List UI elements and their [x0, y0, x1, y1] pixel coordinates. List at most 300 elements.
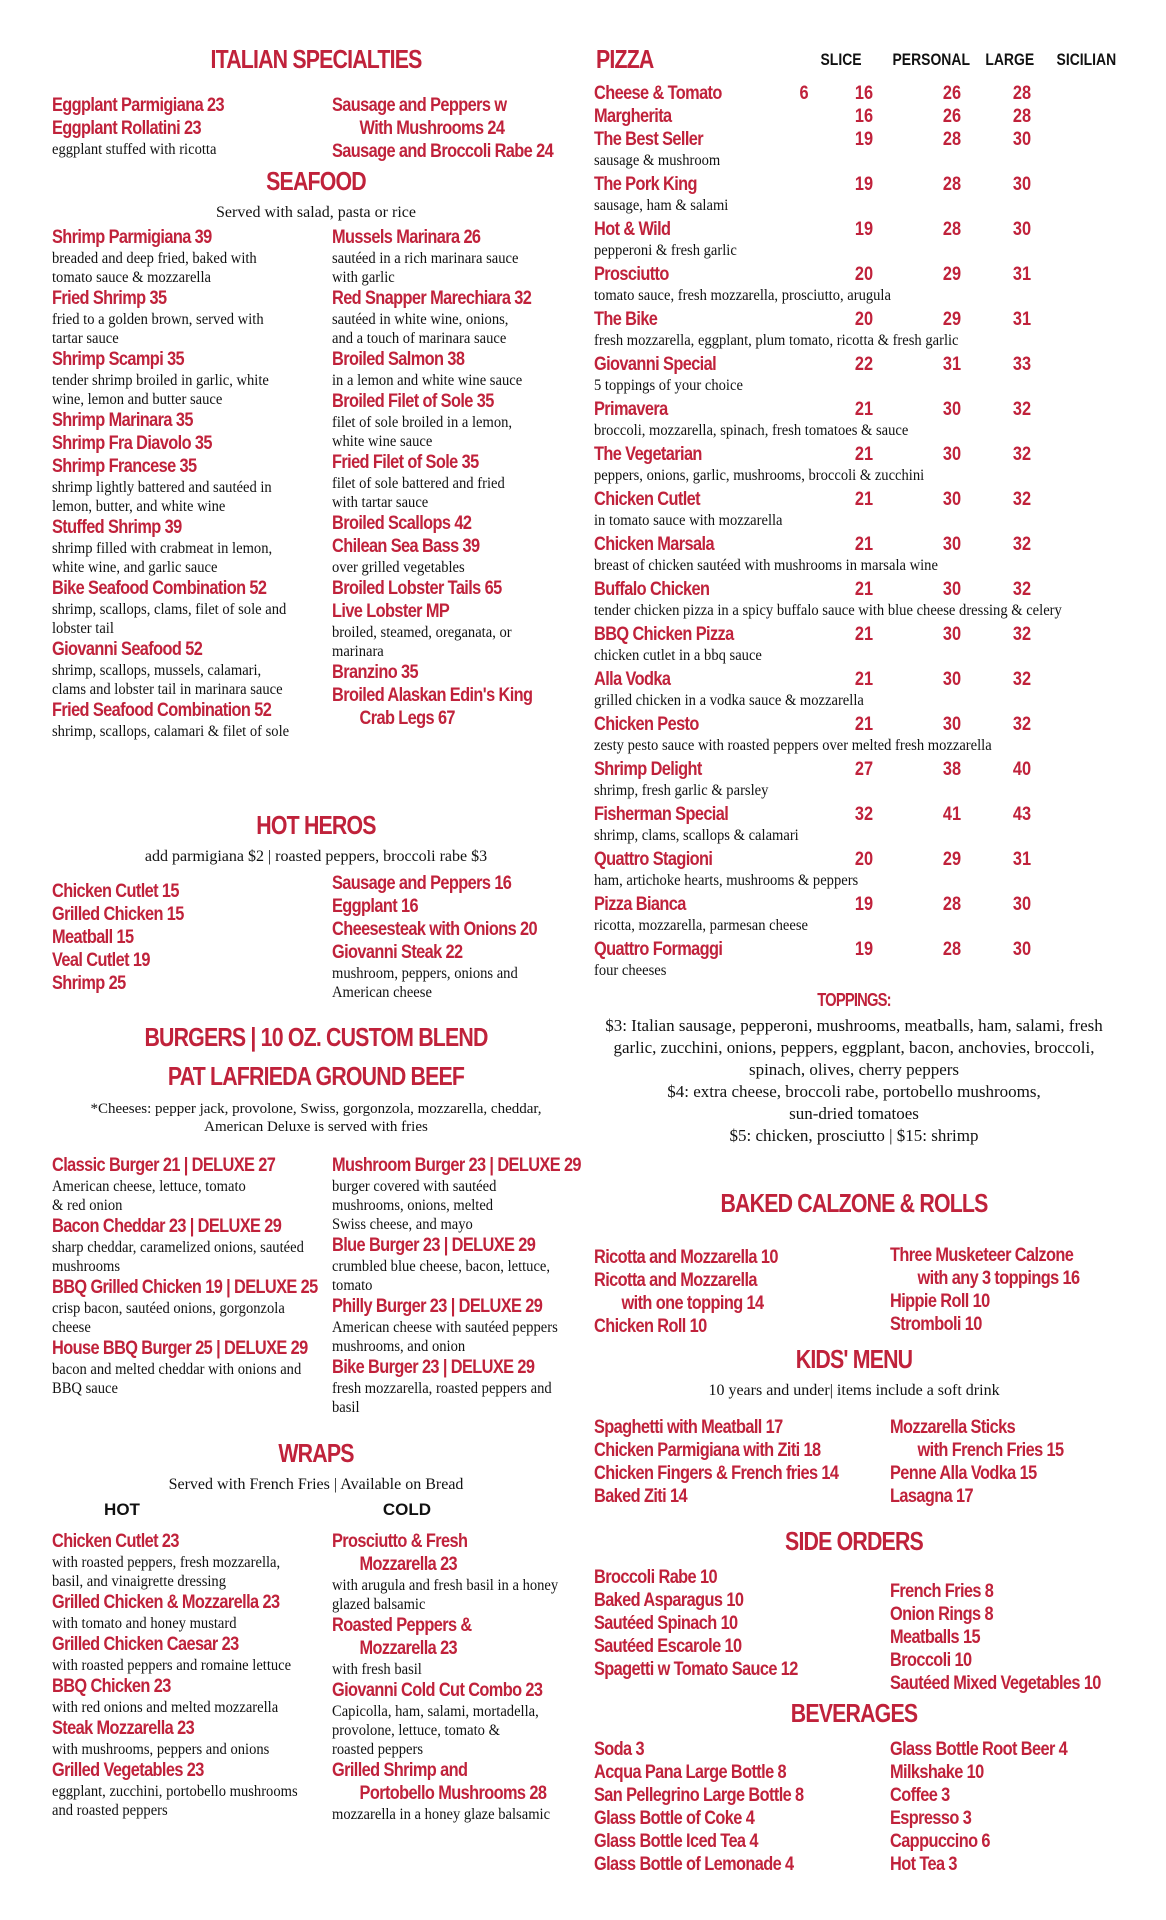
pizza-desc: fresh mozzarella, eggplant, plum tomato, ricotta & fresh garlic — [594, 332, 959, 349]
menu-item: Espresso 3 — [890, 1808, 972, 1829]
menu-item: Fried Seafood Combination 52 — [52, 700, 272, 721]
pizza-name: The Pork King — [594, 174, 697, 195]
menu-item: Red Snapper Marechiara 32 — [332, 288, 532, 309]
heros-right-list — [332, 872, 594, 1002]
pizza-row — [594, 758, 1134, 803]
item-desc: shrimp, scallops, calamari & filet of sole — [52, 723, 290, 740]
menu-item: Chicken Roll 10 — [594, 1316, 707, 1337]
kids-left-list — [594, 1416, 884, 1508]
price-sicilian: 43 — [1012, 804, 1032, 825]
item-desc: American cheese with sautéed peppers — [332, 1319, 558, 1336]
seafood-section — [52, 166, 580, 740]
menu-item: Mushroom Burger 23 | DELUXE 29 — [332, 1155, 581, 1176]
pizza-row — [594, 623, 1134, 668]
menu-item: Philly Burger 23 | DELUXE 29 — [332, 1296, 543, 1317]
menu-item: Veal Cutlet 19 — [52, 950, 150, 971]
price-personal: 16 — [854, 83, 874, 104]
pizza-desc: shrimp, clams, scallops & calamari — [594, 827, 799, 844]
item-desc: broiled, steamed, oreganata, or — [332, 624, 512, 641]
item-desc: shrimp filled with crabmeat in lemon, — [52, 540, 273, 557]
pizza-desc: zesty pesto sauce with roasted peppers over melted fresh mozzarella — [594, 737, 992, 754]
pizza-name: Quattro Stagioni — [594, 849, 713, 870]
pizza-name: Chicken Cutlet — [594, 489, 700, 510]
price-large: 28 — [942, 894, 962, 915]
menu-item: Broiled Scallops 42 — [332, 513, 472, 534]
price-personal: 21 — [854, 489, 874, 510]
pizza-title: PIZZA — [596, 44, 654, 74]
price-large: 29 — [942, 309, 962, 330]
price-personal: 20 — [854, 264, 874, 285]
item-desc: shrimp, scallops, clams, filet of sole and — [52, 601, 287, 618]
toppings-line: $3: Italian sausage, pepperoni, mushrooms, meatballs, ham, salami, fresh — [605, 1016, 1103, 1035]
kids-section — [594, 1344, 1114, 1507]
price-large: 38 — [942, 759, 962, 780]
calzone-right-list — [890, 1244, 1140, 1336]
item-desc: and a touch of marinara sauce — [332, 330, 507, 347]
pizza-row — [594, 218, 1134, 263]
item-desc: with red onions and melted mozzarella — [52, 1699, 279, 1716]
pizza-row — [594, 668, 1134, 713]
pizza-name: Primavera — [594, 399, 668, 420]
seafood-right-list — [332, 226, 594, 730]
wraps-section — [52, 1438, 580, 1823]
item-desc: crisp bacon, sautéed onions, gorgonzola — [52, 1300, 285, 1317]
price-large: 30 — [942, 444, 962, 465]
menu-item: Spaghetti with Meatball 17 — [594, 1417, 783, 1438]
menu-item: Glass Bottle Iced Tea 4 — [594, 1831, 758, 1852]
pizza-row — [594, 105, 1134, 128]
item-desc: roasted peppers — [332, 1741, 424, 1758]
price-sicilian: 32 — [1012, 489, 1032, 510]
price-sicilian: 30 — [1012, 894, 1032, 915]
price-large: 28 — [942, 174, 962, 195]
pizza-desc: chicken cutlet in a bbq sauce — [594, 647, 762, 664]
menu-item: San Pellegrino Large Bottle 8 — [594, 1785, 804, 1806]
menu-item: Coffee 3 — [890, 1785, 950, 1806]
toppings-line: $5: chicken, prosciutto | $15: shrimp — [729, 1126, 979, 1145]
seafood-title: SEAFOOD — [266, 166, 366, 196]
beverages-right-list — [890, 1738, 1140, 1876]
price-personal: 20 — [854, 849, 874, 870]
pizza-desc: ricotta, mozzarella, parmesan cheese — [594, 917, 808, 934]
menu-item: Ricotta and Mozzarella — [594, 1270, 757, 1291]
menu-item-cont: Mozzarella 23 — [359, 1638, 458, 1659]
price-sicilian: 32 — [1012, 399, 1032, 420]
menu-item: Eggplant Parmigiana 23 — [52, 95, 224, 116]
price-sicilian: 32 — [1012, 669, 1032, 690]
price-sicilian: 30 — [1012, 129, 1032, 150]
menu-item: Broccoli 10 — [890, 1650, 972, 1671]
menu-item: Chicken Cutlet 23 — [52, 1531, 179, 1552]
menu-item: Onion Rings 8 — [890, 1604, 993, 1625]
menu-item: Three Musketeer Calzone — [890, 1245, 1074, 1266]
menu-item: Penne Alla Vodka 15 — [890, 1463, 1037, 1484]
menu-item: Chilean Sea Bass 39 — [332, 536, 480, 557]
burgers-section — [52, 1022, 581, 1416]
menu-item: Broiled Lobster Tails 65 — [332, 578, 502, 599]
menu-item: Meatballs 15 — [890, 1627, 980, 1648]
price-sicilian: 31 — [1012, 849, 1032, 870]
menu-item-cont: With Mushrooms 24 — [359, 118, 505, 139]
item-desc: mushroom, peppers, onions and — [332, 965, 518, 982]
pizza-name: Pizza Bianca — [594, 894, 686, 915]
menu-item: Sausage and Peppers w — [332, 95, 507, 116]
toppings-section — [564, 990, 1144, 1147]
menu-item: Sautéed Spinach 10 — [594, 1613, 738, 1634]
menu-item: Glass Bottle of Coke 4 — [594, 1808, 755, 1829]
pizza-desc: peppers, onions, garlic, mushrooms, broccoli & zucchini — [594, 467, 925, 484]
wraps-hot-list — [52, 1530, 314, 1820]
price-large: 30 — [942, 399, 962, 420]
item-desc: filet of sole battered and fried — [332, 475, 505, 492]
price-personal: 32 — [854, 804, 874, 825]
calzone-section — [594, 1188, 1114, 1337]
menu-item: Sausage and Broccoli Rabe 24 — [332, 141, 554, 162]
beverages-left-list — [594, 1738, 884, 1876]
price-large: 28 — [942, 219, 962, 240]
burgers-note-1: *Cheeses: pepper jack, provolone, Swiss, gorgonzola, mozzarella, cheddar, — [90, 1101, 542, 1117]
price-personal: 21 — [854, 444, 874, 465]
menu-item: Grilled Vegetables 23 — [52, 1760, 204, 1781]
pizza-row — [594, 848, 1134, 893]
pizza-desc: sausage & mushroom — [594, 152, 721, 169]
menu-item: with any 3 toppings 16 — [917, 1268, 1080, 1289]
price-large: 28 — [942, 129, 962, 150]
price-sicilian: 30 — [1012, 174, 1032, 195]
menu-item: Grilled Chicken Caesar 23 — [52, 1634, 239, 1655]
wraps-cold-label: COLD — [382, 1500, 432, 1519]
item-desc: white wine, and garlic sauce — [52, 559, 218, 576]
seafood-left-list — [52, 226, 314, 741]
pizza-desc: in tomato sauce with mozzarella — [594, 512, 783, 529]
pizza-name: Prosciutto — [594, 264, 669, 285]
menu-item: Branzino 35 — [332, 662, 418, 683]
pizza-list — [594, 82, 1134, 983]
menu-item: Stuffed Shrimp 39 — [52, 517, 182, 538]
menu-item: French Fries 8 — [890, 1581, 994, 1602]
pizza-name: Hot & Wild — [594, 219, 671, 240]
toppings-line: spinach, olives, cherry peppers — [748, 1060, 960, 1079]
pizza-desc: broccoli, mozzarella, spinach, fresh tomatoes & sauce — [594, 422, 909, 439]
price-large: 29 — [942, 849, 962, 870]
heros-section — [52, 810, 580, 1001]
price-personal: 16 — [854, 106, 874, 127]
menu-item: Classic Burger 21 | DELUXE 27 — [52, 1155, 276, 1176]
menu-item: Mussels Marinara 26 — [332, 227, 481, 248]
item-desc: wine, lemon and butter sauce — [52, 391, 223, 408]
pizza-name: Cheese & Tomato — [594, 83, 722, 104]
kids-right-list — [890, 1416, 1140, 1508]
menu-item: Chicken Fingers & French fries 14 — [594, 1463, 839, 1484]
menu-item: Live Lobster MP — [332, 601, 450, 622]
price-large: 30 — [942, 534, 962, 555]
pizza-row — [594, 82, 1134, 105]
pizza-name: Fisherman Special — [594, 804, 729, 825]
menu-item: Milkshake 10 — [890, 1762, 984, 1783]
pizza-name: Shrimp Delight — [594, 759, 702, 780]
item-desc: eggplant, zucchini, portobello mushrooms — [52, 1783, 298, 1800]
price-sicilian: 33 — [1012, 354, 1032, 375]
menu-item: Giovanni Seafood 52 — [52, 639, 203, 660]
pizza-desc: tender chicken pizza in a spicy buffalo sauce with blue cheese dressing & celery — [594, 602, 1062, 619]
item-desc: with tomato and honey mustard — [52, 1615, 237, 1632]
menu-item: Broiled Alaskan Edin's King — [332, 685, 533, 706]
pizza-desc: 5 toppings of your choice — [594, 377, 743, 394]
price-personal: 19 — [854, 939, 874, 960]
pizza-name: The Vegetarian — [594, 444, 702, 465]
item-desc: with mushrooms, peppers and onions — [52, 1741, 270, 1758]
price-large: 26 — [942, 83, 962, 104]
price-large: 28 — [942, 939, 962, 960]
menu-item: Giovanni Steak 22 — [332, 942, 463, 963]
burgers-note-2: American Deluxe is served with fries — [204, 1119, 428, 1135]
item-desc: glazed balsamic — [332, 1596, 426, 1613]
pizza-row — [594, 443, 1134, 488]
pizza-desc: ham, artichoke hearts, mushrooms & peppers — [594, 872, 859, 889]
menu-item: Giovanni Cold Cut Combo 23 — [332, 1680, 543, 1701]
item-desc: burger covered with sautéed — [332, 1178, 497, 1195]
menu-item: Roasted Peppers & — [332, 1615, 472, 1636]
pizza-desc: four cheeses — [594, 962, 667, 979]
pizza-row — [594, 533, 1134, 578]
item-desc: fresh mozzarella, roasted peppers and — [332, 1380, 552, 1397]
menu-item: Grilled Chicken 15 — [52, 904, 184, 925]
pizza-row — [594, 488, 1134, 533]
price-sicilian: 30 — [1012, 939, 1032, 960]
toppings-line: garlic, zucchini, onions, peppers, eggplant, bacon, anchovies, broccoli, — [613, 1038, 1095, 1057]
item-desc: with tartar sauce — [332, 494, 429, 511]
price-large: 30 — [942, 714, 962, 735]
toppings-line: sun-dried tomatoes — [789, 1104, 919, 1123]
toppings-line: $4: extra cheese, broccoli rabe, portobello mushrooms, — [667, 1082, 1041, 1101]
menu-item: Broiled Filet of Sole 35 — [332, 391, 494, 412]
menu-item: Chicken Cutlet 15 — [52, 881, 179, 902]
pizza-row — [594, 938, 1134, 983]
calzone-title: BAKED CALZONE & ROLLS — [720, 1188, 988, 1218]
menu-item: Broiled Salmon 38 — [332, 349, 465, 370]
pizza-row — [594, 578, 1134, 623]
pizza-desc: grilled chicken in a vodka sauce & mozzarella — [594, 692, 864, 709]
item-desc: eggplant stuffed with ricotta — [52, 141, 217, 158]
item-desc: shrimp, scallops, mussels, calamari, — [52, 662, 262, 679]
pizza-row — [594, 353, 1134, 398]
menu-item: Soda 3 — [594, 1739, 644, 1760]
menu-item: Blue Burger 23 | DELUXE 29 — [332, 1235, 536, 1256]
item-desc: bacon and melted cheddar with onions and — [52, 1361, 302, 1378]
pizza-desc: pepperoni & fresh garlic — [594, 242, 737, 259]
menu-item: House BBQ Burger 25 | DELUXE 29 — [52, 1338, 308, 1359]
price-large: 30 — [942, 669, 962, 690]
burgers-title-2: PAT LAFRIEDA GROUND BEEF — [167, 1061, 465, 1091]
item-desc: mozzarella in a honey glaze balsamic — [332, 1806, 551, 1823]
heros-subtitle: add parmigiana $2 | roasted peppers, broccoli rabe $3 — [144, 848, 488, 865]
pizza-name: Chicken Marsala — [594, 534, 714, 555]
pizza-name: Alla Vodka — [594, 669, 671, 690]
menu-item-cont: Crab Legs 67 — [359, 708, 455, 729]
menu-item: Bike Burger 23 | DELUXE 29 — [332, 1357, 535, 1378]
item-desc: tender shrimp broiled in garlic, white — [52, 372, 269, 389]
menu-item: Eggplant 16 — [332, 896, 418, 917]
beverages-title: BEVERAGES — [790, 1698, 918, 1728]
menu-item: Stromboli 10 — [890, 1314, 982, 1335]
price-sicilian: 30 — [1012, 219, 1032, 240]
pizza-desc: shrimp, fresh garlic & parsley — [594, 782, 769, 799]
pizza-name: Buffalo Chicken — [594, 579, 710, 600]
price-sicilian: 32 — [1012, 444, 1032, 465]
toppings-title: TOPPINGS: — [817, 990, 891, 1010]
pizza-row — [594, 893, 1134, 938]
menu-item: Grilled Chicken & Mozzarella 23 — [52, 1592, 280, 1613]
pizza-desc: breast of chicken sautéed with mushrooms in marsala wine — [594, 557, 938, 574]
item-desc: tomato — [332, 1277, 373, 1294]
price-sicilian: 32 — [1012, 624, 1032, 645]
item-desc: Swiss cheese, and mayo — [332, 1216, 473, 1233]
menu-item-cont: Mozzarella 23 — [359, 1554, 458, 1575]
menu-item: Acqua Pana Large Bottle 8 — [594, 1762, 786, 1783]
price-personal: 19 — [854, 129, 874, 150]
pizza-row — [594, 398, 1134, 443]
item-desc: American cheese, lettuce, tomato — [52, 1178, 246, 1195]
menu-item: Grilled Shrimp and — [332, 1760, 468, 1781]
price-large: 41 — [942, 804, 962, 825]
item-desc: fried to a golden brown, served with — [52, 311, 264, 328]
item-desc: with roasted peppers and romaine lettuce — [52, 1657, 292, 1674]
item-desc: shrimp lightly battered and sautéed in — [52, 479, 272, 496]
col-large: LARGE — [985, 50, 1035, 69]
menu-item: Baked Ziti 14 — [594, 1486, 687, 1507]
price-personal: 21 — [854, 399, 874, 420]
menu-item: Fried Shrimp 35 — [52, 288, 167, 309]
pizza-name: Giovanni Special — [594, 354, 717, 375]
item-desc: mushrooms — [52, 1258, 121, 1275]
wraps-subtitle: Served with French Fries | Available on Bread — [168, 1476, 464, 1493]
menu-item: Spagetti w Tomato Sauce 12 — [594, 1659, 798, 1680]
item-desc: Capicolla, ham, salami, mortadella, — [332, 1703, 539, 1720]
price-personal: 27 — [854, 759, 874, 780]
menu-item: Fried Filet of Sole 35 — [332, 452, 479, 473]
menu-item: Glass Bottle of Lemonade 4 — [594, 1854, 794, 1875]
wraps-title: WRAPS — [278, 1438, 354, 1468]
item-desc: lemon, butter, and white wine — [52, 498, 226, 515]
item-desc: sharp cheddar, caramelized onions, sautéed — [52, 1239, 304, 1256]
pizza-row — [594, 803, 1134, 848]
item-desc: crumbled blue cheese, bacon, lettuce, — [332, 1258, 551, 1275]
price-large: 31 — [942, 354, 962, 375]
pizza-name: Quattro Formaggi — [594, 939, 723, 960]
price-personal: 21 — [854, 579, 874, 600]
menu-item: Glass Bottle Root Beer 4 — [890, 1739, 1068, 1760]
kids-title: KIDS' MENU — [795, 1344, 913, 1374]
toppings-lines — [564, 1015, 1144, 1147]
price-sicilian: 28 — [1012, 83, 1032, 104]
sides-right-list — [890, 1580, 1140, 1695]
item-desc: with fresh basil — [332, 1661, 422, 1678]
item-desc: filet of sole broiled in a lemon, — [332, 414, 513, 431]
menu-item: Steak Mozzarella 23 — [52, 1718, 195, 1739]
item-desc: cheese — [52, 1319, 91, 1336]
pizza-row — [594, 308, 1134, 353]
heros-title: HOT HEROS — [256, 810, 376, 840]
price-personal: 21 — [854, 534, 874, 555]
menu-item: BBQ Grilled Chicken 19 | DELUXE 25 — [52, 1277, 318, 1298]
menu-item: Eggplant Rollatini 23 — [52, 118, 201, 139]
item-desc: mushrooms, onions, melted — [332, 1197, 494, 1214]
menu-item: Ricotta and Mozzarella 10 — [594, 1247, 778, 1268]
item-desc: & red onion — [52, 1197, 123, 1214]
menu-item: Cappuccino 6 — [890, 1831, 990, 1852]
pizza-desc: sausage, ham & salami — [594, 197, 729, 214]
menu-item: Baked Asparagus 10 — [594, 1590, 744, 1611]
col-sicilian: SICILIAN — [1056, 50, 1117, 69]
col-personal: PERSONAL — [892, 50, 970, 69]
heros-left-list — [52, 880, 314, 995]
pizza-name: Chicken Pesto — [594, 714, 699, 735]
item-desc: tartar sauce — [52, 330, 119, 347]
item-desc: with roasted peppers, fresh mozzarella, — [52, 1554, 281, 1571]
menu-item: Prosciutto & Fresh — [332, 1531, 468, 1552]
menu-item: Bacon Cheddar 23 | DELUXE 29 — [52, 1216, 282, 1237]
item-desc: in a lemon and white wine sauce — [332, 372, 523, 389]
pizza-desc: tomato sauce, fresh mozzarella, prosciutto, arugula — [594, 287, 891, 304]
menu-item: Shrimp 25 — [52, 973, 126, 994]
italian-section — [52, 44, 580, 162]
menu-item: Shrimp Scampi 35 — [52, 349, 185, 370]
menu-item: Hippie Roll 10 — [890, 1291, 990, 1312]
menu-item: with French Fries 15 — [917, 1440, 1064, 1461]
pizza-row — [594, 128, 1134, 173]
item-desc: BBQ sauce — [52, 1380, 118, 1397]
pizza-name: The Best Seller — [594, 129, 704, 150]
item-desc: clams and lobster tail in marinara sauce — [52, 681, 283, 698]
menu-item: Shrimp Francese 35 — [52, 456, 197, 477]
price-personal: 19 — [854, 174, 874, 195]
price-sicilian: 40 — [1012, 759, 1032, 780]
col-slice: SLICE — [820, 50, 862, 69]
price-personal: 21 — [854, 669, 874, 690]
price-slice: 6 — [799, 83, 809, 104]
wraps-cold-list — [332, 1530, 594, 1824]
menu-item: Shrimp Fra Diavolo 35 — [52, 433, 212, 454]
item-desc: with arugula and fresh basil in a honey — [332, 1577, 559, 1594]
wraps-hot-label: HOT — [104, 1500, 140, 1519]
sides-title: SIDE ORDERS — [785, 1526, 923, 1556]
pizza-name: Margherita — [594, 106, 672, 127]
menu-item: Chicken Parmigiana with Ziti 18 — [594, 1440, 821, 1461]
menu-item: BBQ Chicken 23 — [52, 1676, 171, 1697]
price-sicilian: 32 — [1012, 534, 1032, 555]
burgers-left-list — [52, 1154, 318, 1398]
item-desc: sautéed in white wine, onions, — [332, 311, 509, 328]
menu-item: Cheesesteak with Onions 20 — [332, 919, 538, 940]
item-desc: tomato sauce & mozzarella — [52, 269, 211, 286]
pizza-name: BBQ Chicken Pizza — [594, 624, 734, 645]
menu-item: Broccoli Rabe 10 — [594, 1567, 717, 1588]
kids-subtitle: 10 years and under| items include a soft drink — [708, 1382, 1000, 1399]
menu-item-cont: Portobello Mushrooms 28 — [359, 1783, 547, 1804]
price-sicilian: 31 — [1012, 309, 1032, 330]
price-personal: 21 — [854, 624, 874, 645]
burgers-right-list — [332, 1154, 594, 1417]
item-desc: over grilled vegetables — [332, 559, 465, 576]
item-desc: lobster tail — [52, 620, 114, 637]
price-large: 30 — [942, 489, 962, 510]
seafood-subtitle: Served with salad, pasta or rice — [216, 204, 416, 221]
menu-item: Meatball 15 — [52, 927, 134, 948]
item-desc: marinara — [332, 643, 384, 660]
price-sicilian: 32 — [1012, 579, 1032, 600]
italian-title: ITALIAN SPECIALTIES — [210, 44, 422, 74]
price-personal: 19 — [854, 219, 874, 240]
